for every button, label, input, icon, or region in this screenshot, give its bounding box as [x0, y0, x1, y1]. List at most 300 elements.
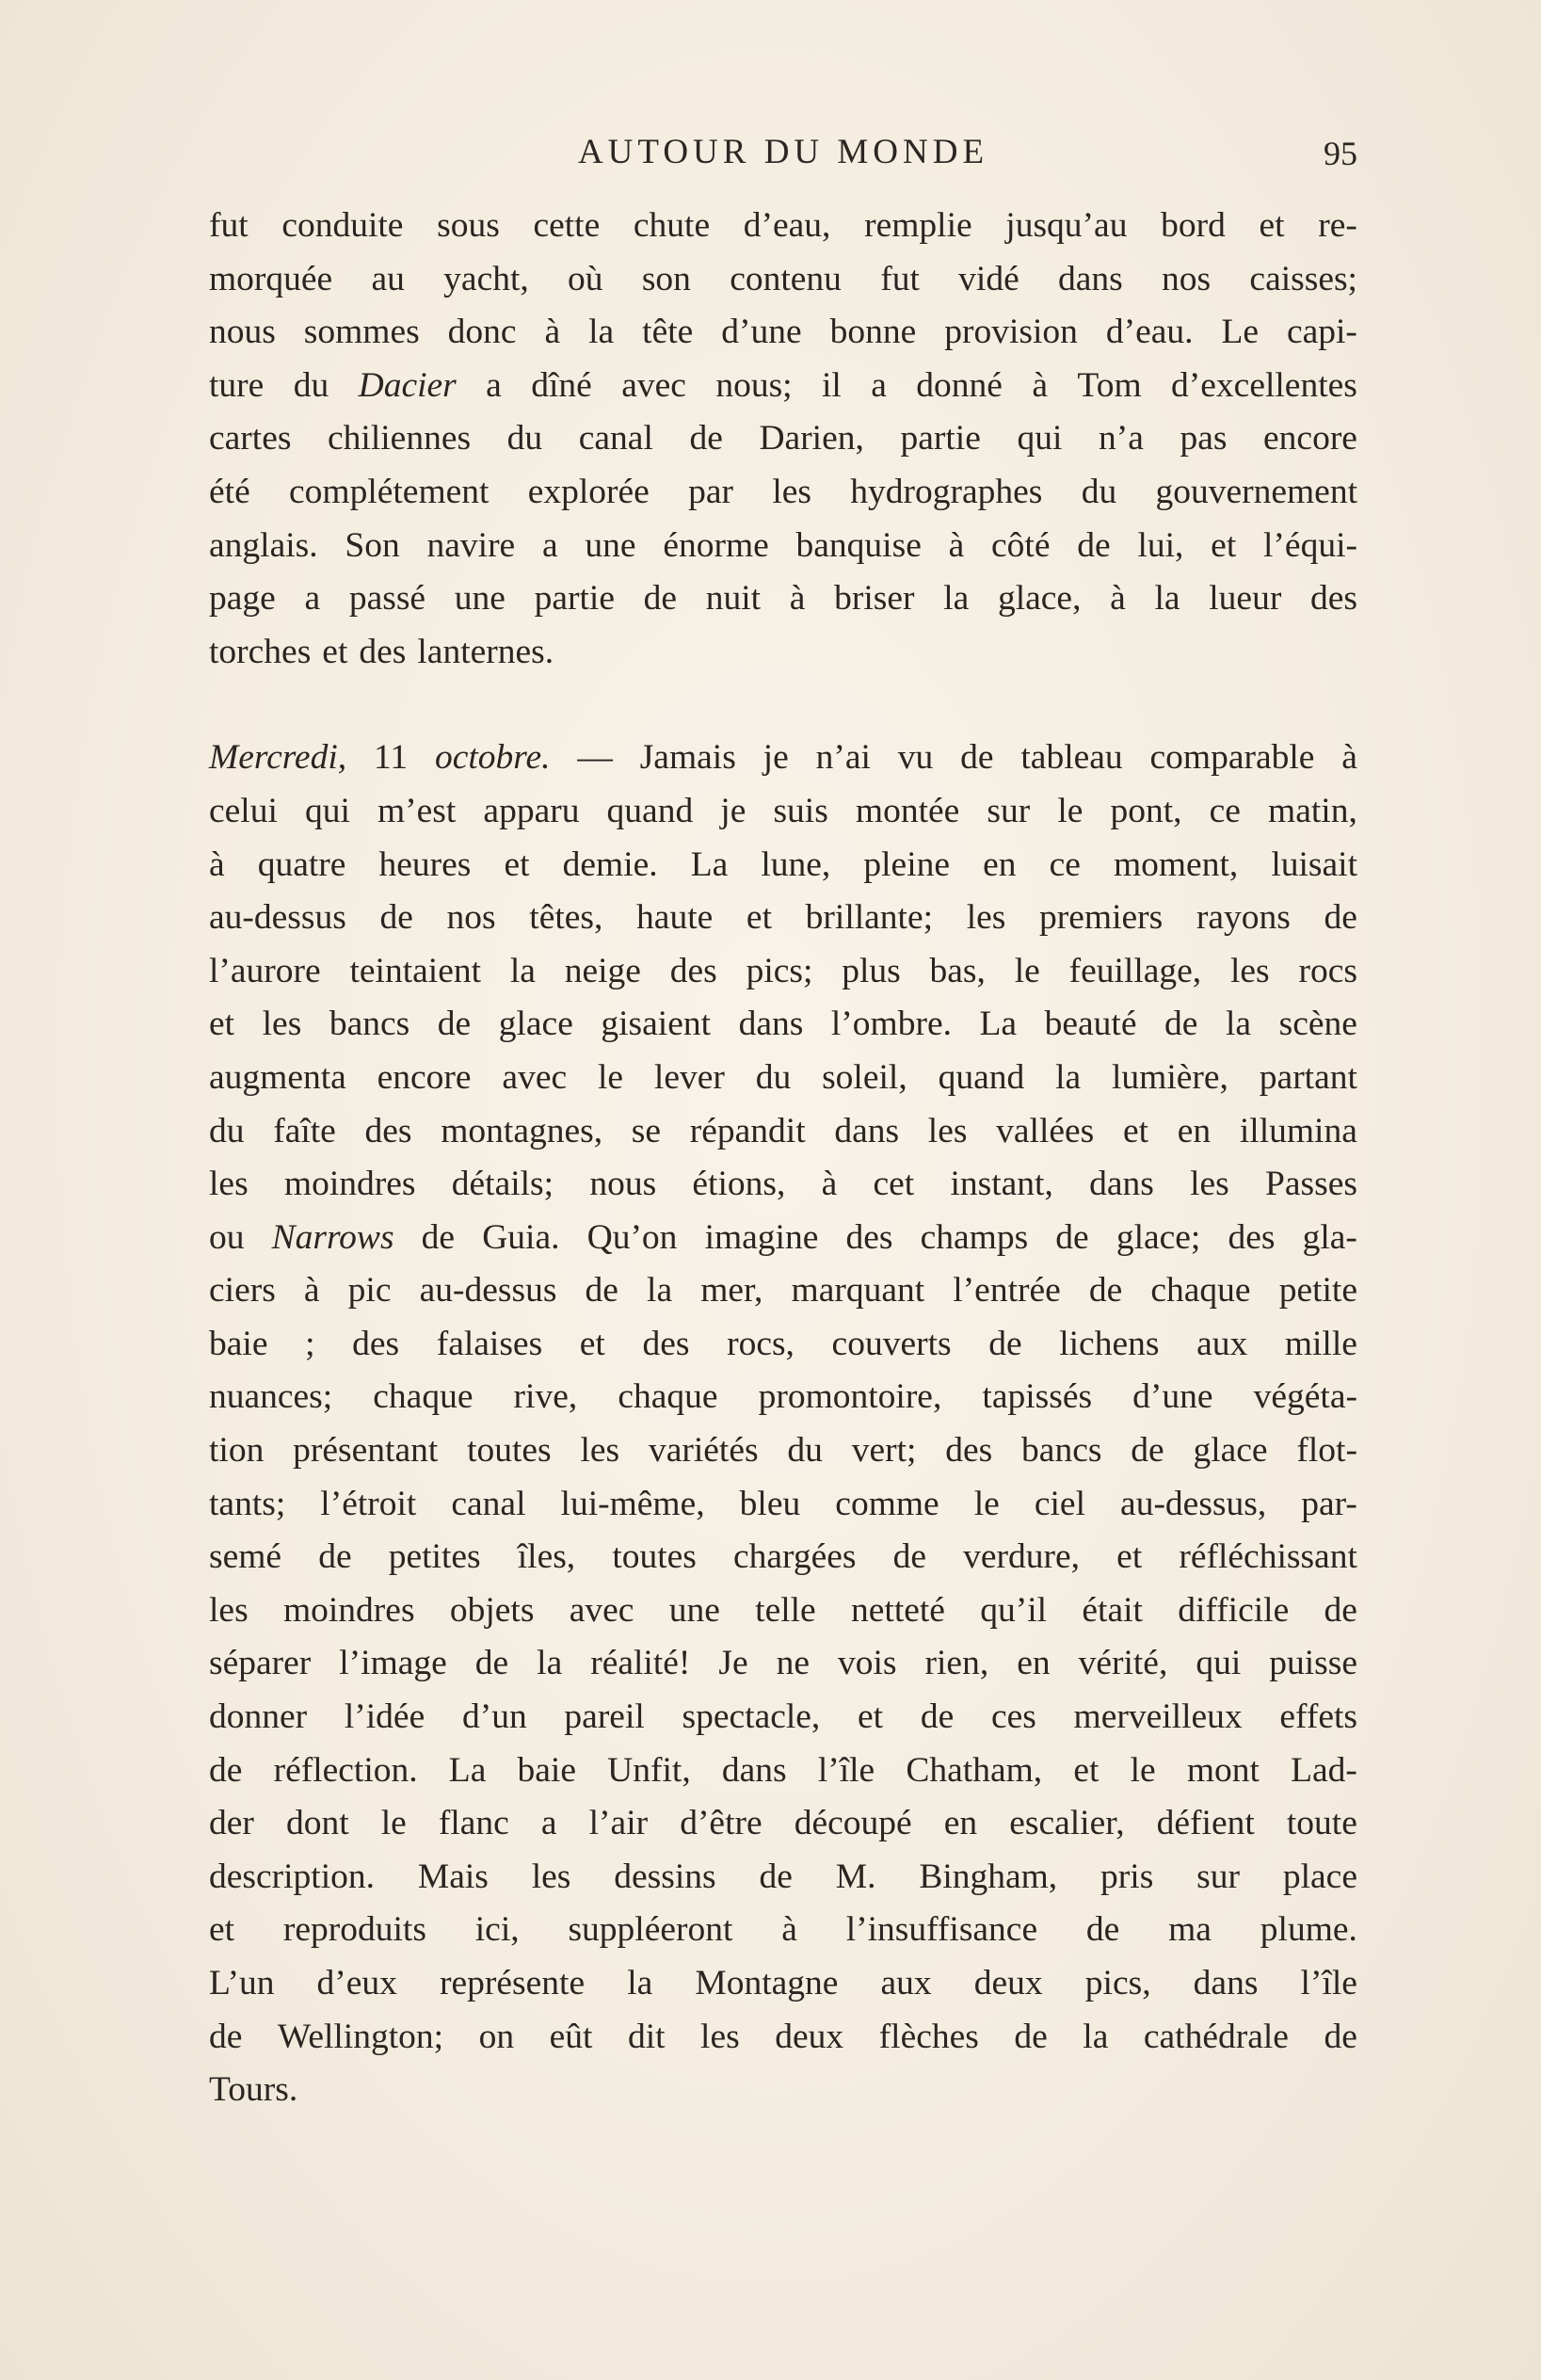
paragraph-gap — [209, 679, 1357, 732]
word: pics, — [1084, 1964, 1151, 2002]
word: a — [540, 1804, 557, 1843]
text-line — [209, 1745, 1357, 1798]
word: montagnes, — [441, 1111, 603, 1150]
word: du — [506, 419, 543, 458]
word: couverts — [831, 1324, 952, 1363]
word: bas, — [929, 951, 986, 990]
word: partant — [1259, 1057, 1357, 1097]
word: du — [209, 1111, 245, 1150]
word: la — [509, 951, 536, 990]
text-line — [209, 892, 1357, 945]
text-line — [209, 1424, 1357, 1478]
word: de — [1324, 898, 1357, 938]
word: de — [759, 1857, 793, 1896]
word: de — [1014, 2017, 1048, 2056]
word: pas — [1180, 419, 1228, 458]
word: toute — [1286, 1804, 1357, 1843]
word: qui — [1196, 1644, 1242, 1683]
word: re- — [1318, 206, 1357, 245]
word: de — [421, 1217, 456, 1257]
word: les — [580, 1431, 620, 1471]
word: à — [789, 579, 806, 619]
word: Tours. — [209, 2070, 298, 2110]
word: et — [746, 898, 772, 938]
word: petites — [388, 1537, 481, 1577]
word: sur — [987, 791, 1031, 830]
word: torches — [209, 632, 312, 671]
word: La — [690, 844, 729, 884]
word: du — [1081, 472, 1117, 511]
word: détails; — [451, 1165, 554, 1204]
word: description. — [209, 1857, 376, 1896]
word: de — [1324, 1590, 1357, 1630]
word: des — [1310, 579, 1357, 619]
word: l’air — [588, 1804, 649, 1843]
word: et — [1259, 206, 1285, 245]
word: dans — [1089, 1165, 1154, 1204]
word: briser — [834, 579, 915, 619]
word: vois — [838, 1644, 897, 1683]
word: complétement — [289, 472, 490, 511]
word: moindres — [282, 1590, 415, 1630]
word: Bingham, — [919, 1857, 1058, 1896]
word: luisait — [1271, 844, 1357, 884]
word: côté — [991, 525, 1051, 565]
word: verdure, — [963, 1537, 1081, 1577]
word: de — [1131, 1431, 1164, 1471]
word: lumière, — [1112, 1057, 1228, 1097]
word: illumina — [1239, 1111, 1357, 1150]
paragraph — [209, 732, 1357, 2116]
word: et — [1116, 1537, 1143, 1577]
word: pont, — [1110, 791, 1182, 830]
word: Tom — [1077, 365, 1142, 405]
word: bord — [1161, 206, 1226, 245]
word: répandit — [689, 1111, 806, 1150]
text-line — [209, 2011, 1357, 2065]
text-line — [209, 253, 1357, 307]
word: du — [293, 365, 329, 405]
word: et — [1122, 1111, 1149, 1150]
word: lichens — [1059, 1324, 1160, 1363]
word: dessins — [614, 1857, 716, 1896]
text-line — [209, 1052, 1357, 1105]
word: Passes — [1265, 1165, 1357, 1204]
word: semé — [209, 1537, 282, 1577]
word: à — [821, 1165, 838, 1204]
word: augmenta — [209, 1057, 346, 1097]
word: ciel — [1034, 1484, 1085, 1523]
word: neige — [564, 951, 641, 990]
text-line — [209, 1371, 1357, 1424]
word: rayons — [1196, 898, 1291, 938]
word: donné — [916, 365, 1003, 405]
word: page — [209, 579, 276, 619]
word: objets — [449, 1590, 535, 1630]
word: au-dessus — [419, 1271, 557, 1311]
word: avec — [502, 1057, 568, 1097]
word: baie — [517, 1750, 576, 1790]
word: la — [647, 1271, 673, 1311]
word: une — [585, 525, 636, 565]
word: et — [322, 632, 348, 671]
word: d’une — [721, 313, 802, 352]
word: passé — [348, 579, 426, 619]
word: donner — [209, 1697, 308, 1737]
page-number: 95 — [1324, 135, 1357, 172]
word: l’île — [817, 1750, 875, 1790]
word: demie. — [562, 844, 658, 884]
text-line — [209, 306, 1357, 360]
word: je — [762, 738, 789, 778]
word: brillante; — [805, 898, 934, 938]
word: petite — [1278, 1271, 1357, 1311]
word: Lad- — [1291, 1750, 1357, 1790]
page-header — [209, 132, 1357, 179]
word: nos — [1162, 259, 1212, 298]
word: à — [948, 525, 965, 565]
word: La — [979, 1005, 1018, 1044]
word: des — [845, 1217, 893, 1257]
word: Dacier — [358, 365, 457, 405]
word: d’une — [1132, 1377, 1213, 1417]
word: La — [448, 1750, 487, 1790]
word: vérité, — [1078, 1644, 1168, 1683]
word: capi- — [1286, 313, 1357, 352]
word: l’entrée — [953, 1271, 1061, 1311]
word: le — [1014, 951, 1040, 990]
word: de — [209, 1750, 243, 1790]
word: escalier, — [1009, 1804, 1125, 1843]
word: mille — [1284, 1324, 1357, 1363]
word: l’idée — [344, 1697, 425, 1737]
word: tapissés — [982, 1377, 1093, 1417]
word: au-dessus — [209, 898, 346, 938]
word: il — [821, 365, 842, 405]
word: quatre — [257, 844, 346, 884]
word: d’eau. — [1105, 313, 1194, 352]
word: rien, — [924, 1644, 989, 1683]
word: de — [892, 1537, 927, 1577]
word: Je — [718, 1644, 748, 1683]
word: pareil — [564, 1697, 645, 1737]
word: je — [720, 791, 746, 830]
word: et — [504, 844, 530, 884]
word: mont — [1186, 1750, 1260, 1790]
word: pris — [1100, 1857, 1154, 1896]
word: dans — [721, 1750, 787, 1790]
word: les — [700, 2017, 740, 2056]
word: à — [1341, 738, 1357, 778]
word: morquée — [209, 259, 333, 298]
word: chaque — [373, 1377, 474, 1417]
word: de — [1088, 1271, 1123, 1311]
word: de — [585, 1271, 618, 1311]
word: la — [1083, 2017, 1109, 2056]
word: octobre. — [434, 738, 551, 778]
word: et — [209, 1910, 235, 1950]
word: eût — [549, 2017, 593, 2056]
word: montée — [855, 791, 960, 830]
text-line — [209, 1584, 1357, 1638]
word: aux — [1196, 1324, 1248, 1363]
word: la — [1225, 1005, 1252, 1044]
text-line — [209, 1637, 1357, 1691]
word: défient — [1156, 1804, 1255, 1843]
word: l’aurore — [209, 951, 321, 990]
word: chute — [633, 206, 711, 245]
text-line — [209, 732, 1357, 785]
word: ne — [776, 1644, 811, 1683]
word: donc — [447, 313, 517, 352]
word: provision — [944, 313, 1078, 352]
text-line — [209, 1318, 1357, 1372]
word: et — [1211, 525, 1237, 565]
word: de — [1085, 1910, 1120, 1950]
text-line — [209, 466, 1357, 520]
word: beauté — [1044, 1005, 1137, 1044]
word: l’ombre. — [830, 1005, 952, 1044]
word: de — [474, 1644, 509, 1683]
word: de — [318, 1537, 352, 1577]
word: deux — [973, 1964, 1043, 2002]
word: du — [755, 1057, 792, 1097]
word: 11 — [373, 738, 409, 778]
word: bancs — [329, 1005, 410, 1044]
word: d’eux — [316, 1964, 397, 2002]
word: rive, — [513, 1377, 578, 1417]
word: ici, — [474, 1910, 520, 1950]
word: rocs — [1298, 951, 1357, 990]
word: l’image — [339, 1644, 447, 1683]
word: qui — [304, 791, 350, 830]
word: ciers — [209, 1271, 276, 1311]
word: représente — [440, 1964, 586, 2002]
word: scène — [1278, 1005, 1357, 1044]
word: Mercredi, — [209, 738, 347, 778]
word: Jamais — [639, 738, 736, 778]
word: mer, — [700, 1271, 763, 1311]
word: ces — [990, 1697, 1036, 1737]
word: puisse — [1269, 1644, 1357, 1683]
word: deux — [775, 2017, 844, 2056]
word: et — [209, 1005, 235, 1044]
word: dont — [285, 1804, 349, 1843]
word: dans — [1193, 1964, 1259, 2002]
word: partie — [900, 419, 981, 458]
word: glace, — [997, 579, 1082, 619]
text-line — [209, 998, 1357, 1052]
word: les — [262, 1005, 302, 1044]
word: d’un — [461, 1697, 527, 1737]
word: ce — [1209, 791, 1241, 830]
word: a — [871, 365, 887, 405]
word: spectacle, — [682, 1697, 821, 1737]
word: les — [1229, 951, 1270, 990]
word: de — [643, 579, 678, 619]
word: variétés — [648, 1431, 759, 1471]
word: de — [988, 1324, 1022, 1363]
word: ce — [1049, 844, 1081, 884]
word: matin, — [1268, 791, 1357, 830]
word: l’étroit — [320, 1484, 417, 1523]
word: baie — [209, 1324, 268, 1363]
word: lui, — [1137, 525, 1184, 565]
text-line — [209, 1957, 1357, 2011]
text-line — [209, 1904, 1357, 1957]
word: chaque — [1150, 1271, 1251, 1311]
word: du — [787, 1431, 823, 1471]
word: en — [943, 1804, 978, 1843]
word: canal — [578, 419, 653, 458]
word: glace — [498, 1005, 573, 1044]
word: la — [627, 1964, 653, 2002]
word: lune, — [761, 844, 831, 884]
word: suppléeront — [568, 1910, 733, 1950]
word: dans — [834, 1111, 900, 1150]
word: de — [379, 898, 413, 938]
text-line — [209, 1212, 1357, 1265]
word: dîné — [531, 365, 592, 405]
word: des — [352, 1324, 400, 1363]
word: glace; — [1116, 1217, 1201, 1257]
word: lever — [653, 1057, 725, 1097]
word: promontoire, — [758, 1377, 942, 1417]
word: vidé — [958, 259, 1019, 298]
word: de — [437, 1005, 472, 1044]
word: en — [1017, 1644, 1051, 1683]
word: Chatham, — [906, 1750, 1043, 1790]
word: fut — [880, 259, 920, 298]
word: Montagne — [695, 1964, 839, 2002]
word: Mais — [417, 1857, 489, 1896]
word: soleil, — [822, 1057, 907, 1097]
word: lui-même, — [560, 1484, 705, 1523]
word: Narrows — [271, 1217, 394, 1257]
word: tants; — [209, 1484, 286, 1523]
word: de — [209, 2017, 243, 2056]
word: heures — [378, 844, 472, 884]
word: marquant — [791, 1271, 925, 1311]
word: quand — [606, 791, 694, 830]
word: nuances; — [209, 1377, 333, 1417]
word: falaises — [436, 1324, 543, 1363]
word: bonne — [829, 313, 917, 352]
word: — — [577, 738, 613, 778]
word: gisaient — [601, 1005, 712, 1044]
word: les — [209, 1165, 249, 1204]
word: fut — [209, 206, 249, 245]
word: des — [945, 1431, 993, 1471]
word: flèches — [878, 2017, 979, 2056]
word: haute — [636, 898, 714, 938]
word: le — [380, 1804, 407, 1843]
word: la — [588, 313, 615, 352]
word: difficile — [1178, 1590, 1290, 1630]
text-line — [209, 360, 1357, 413]
word: à — [1032, 365, 1049, 405]
word: nous; — [715, 365, 793, 405]
word: toutes — [467, 1431, 552, 1471]
word: nous — [209, 313, 276, 352]
word: L’un — [209, 1964, 275, 2002]
word: de — [1324, 2017, 1357, 2056]
text-line — [209, 200, 1357, 253]
word: der — [209, 1804, 254, 1843]
text-line — [209, 839, 1357, 892]
word: et — [579, 1324, 605, 1363]
text-line — [209, 1478, 1357, 1532]
word: dans — [738, 1005, 804, 1044]
word: des — [642, 1324, 690, 1363]
word: quand — [938, 1057, 1025, 1097]
word: une — [454, 579, 506, 619]
word: nuit — [705, 579, 762, 619]
word: conduite — [281, 206, 404, 245]
word: en — [983, 844, 1017, 884]
word: nos — [446, 898, 496, 938]
word: se — [631, 1111, 662, 1150]
word: pics; — [746, 951, 813, 990]
word: réfléchissant — [1179, 1537, 1357, 1577]
word: à — [303, 1271, 320, 1311]
word: aux — [880, 1964, 932, 2002]
word: les — [927, 1111, 968, 1150]
word: moindres — [283, 1165, 416, 1204]
word: sous — [437, 206, 500, 245]
word: au — [371, 259, 405, 298]
word: été — [209, 472, 250, 511]
word: comme — [835, 1484, 939, 1523]
word: les — [1190, 1165, 1229, 1204]
word: tête — [642, 313, 694, 352]
word: chargées — [733, 1537, 857, 1577]
text-line — [209, 520, 1357, 573]
text-line — [209, 1158, 1357, 1212]
word: telle — [755, 1590, 816, 1630]
word: navire — [426, 525, 516, 565]
word: hydrographes — [850, 472, 1043, 511]
text-line — [209, 2064, 1357, 2117]
word: faîte — [273, 1111, 336, 1150]
word: Guia. — [482, 1217, 560, 1257]
word: la — [943, 579, 970, 619]
word: à — [1110, 579, 1126, 619]
word: vallées — [996, 1111, 1095, 1150]
word: caisses; — [1249, 259, 1357, 298]
word: a — [541, 525, 558, 565]
word: lanternes. — [417, 632, 554, 671]
word: Unfit, — [607, 1750, 691, 1790]
word: bancs — [1021, 1431, 1102, 1471]
word: à — [209, 844, 225, 884]
word: place — [1282, 1857, 1357, 1896]
word: contenu — [730, 259, 842, 298]
word: n’ai — [815, 738, 871, 778]
word: partie — [534, 579, 615, 619]
word: ; — [305, 1324, 315, 1363]
word: de — [1055, 1217, 1089, 1257]
word: présentant — [293, 1431, 439, 1471]
word: l’insuffisance — [845, 1910, 1038, 1950]
word: réflection. — [273, 1750, 418, 1790]
word: vert; — [851, 1431, 917, 1471]
word: cet — [873, 1165, 915, 1204]
word: des — [359, 632, 407, 671]
word: gouvernement — [1155, 472, 1357, 511]
word: les — [966, 898, 1006, 938]
word: pleine — [863, 844, 951, 884]
